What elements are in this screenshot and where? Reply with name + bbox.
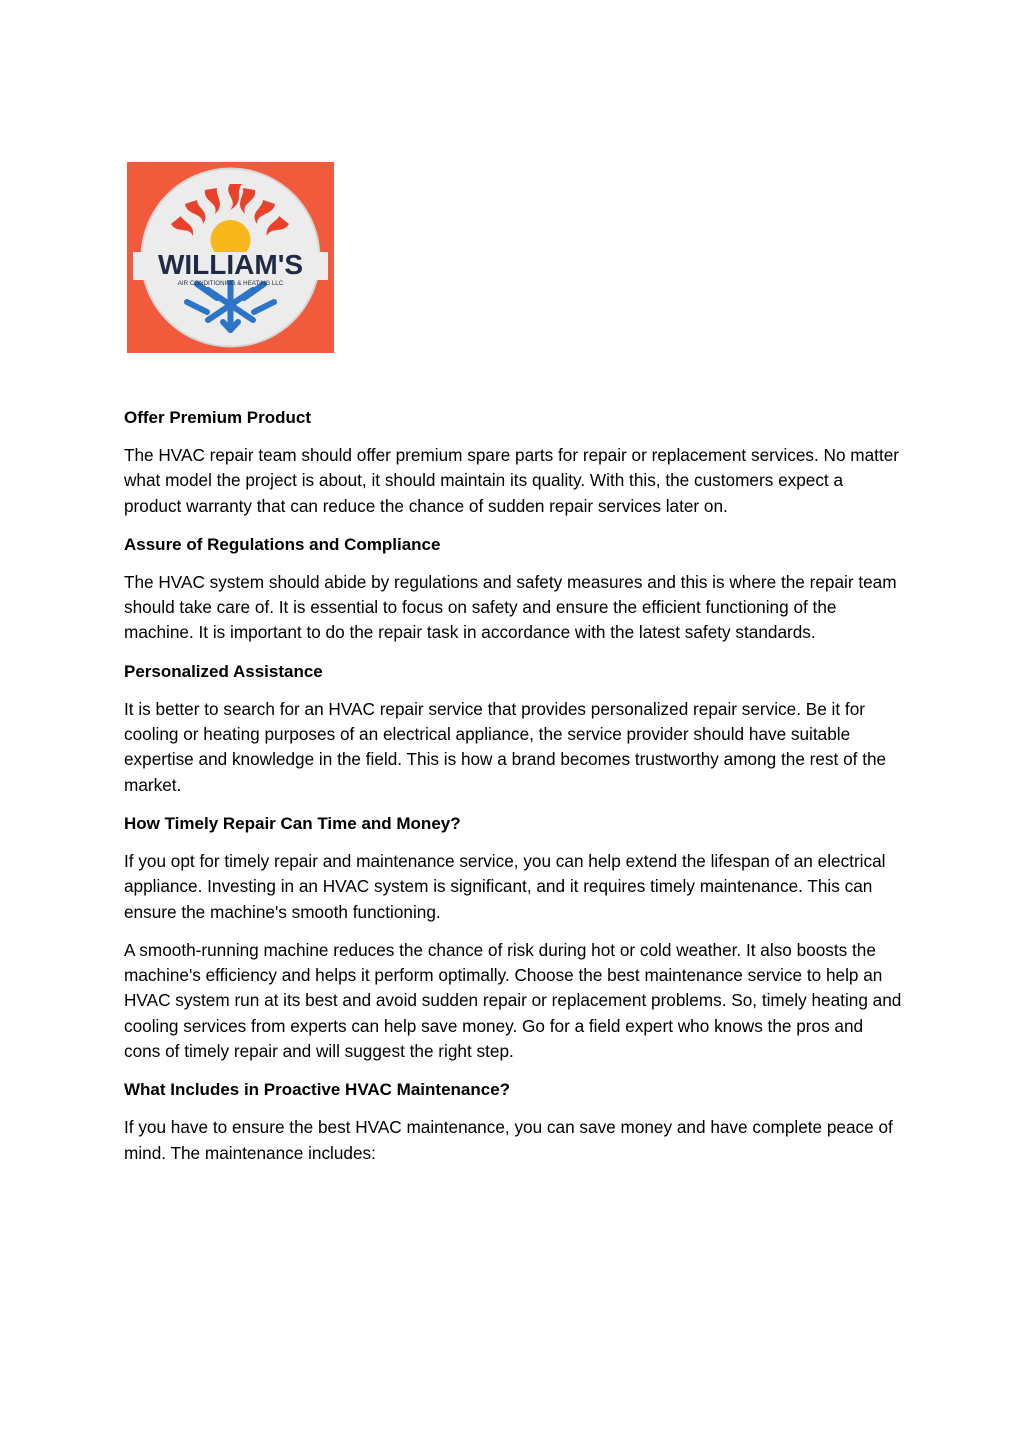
article-body bbox=[124, 405, 904, 1179]
section-timely-repair bbox=[124, 811, 904, 1064]
section-heading: Assure of Regulations and Compliance bbox=[124, 534, 441, 554]
section-heading: Personalized Assistance bbox=[124, 661, 323, 681]
section-proactive-maintenance bbox=[124, 1077, 904, 1166]
section-heading: Offer Premium Product bbox=[124, 408, 312, 427]
section-regulations-compliance bbox=[124, 532, 904, 646]
logo-tagline: AIR CONDITIONING & HEATING LLC bbox=[177, 280, 284, 287]
section-personalized-assistance bbox=[124, 659, 904, 798]
paragraph: The HVAC system should abide by regulations and safety measures and this is where the repair team should take care of. It is essential to focus on safety and ensure the efficient functioning of the machine. It is important to do the repair task in accordance with the latest safety standards. bbox=[124, 571, 897, 643]
paragraph: If you opt for timely repair and maintenance service, you can help extend the lifespan of an electrical appliance. Investing in an HVAC system is significant, and it requires timely maintenance. This can ensure the machine's smooth functioning. bbox=[124, 850, 886, 922]
company-logo bbox=[127, 162, 334, 353]
logo-name: WILLIAM'S bbox=[157, 249, 304, 280]
paragraph: It is better to search for an HVAC repair service that provides personalized repair service. Be it for cooling or heating purposes of an electrical appliance, the service provider should have suitable expertise and knowledge in the field. This is how a brand becomes trustworthy among the rest of the market. bbox=[124, 698, 887, 795]
paragraph: If you have to ensure the best HVAC maintenance, you can save money and have complete peace of mind. The maintenance includes: bbox=[124, 1117, 893, 1163]
section-heading: How Timely Repair Can Time and Money? bbox=[124, 813, 461, 833]
section-heading: What Includes in Proactive HVAC Maintenance? bbox=[124, 1080, 511, 1100]
paragraph: A smooth-running machine reduces the chance of risk during hot or cold weather. It also boosts the machine's efficiency and helps it perform optimally. Choose the best maintenance service to help an HVAC system run at its best and avoid sudden repair or replacement problems. So, timely heating and cooling services from experts can help save money. Go for a field expert who knows the pros and cons of timely repair and will suggest the right step. bbox=[124, 939, 902, 1062]
paragraph: The HVAC repair team should offer premium spare parts for repair or replacement services. No matter what model the project is about, it should maintain its quality. With this, the customers expect a product warranty that can reduce the chance of sudden repair services later on. bbox=[124, 445, 900, 516]
section-offer-premium-product bbox=[124, 405, 904, 519]
